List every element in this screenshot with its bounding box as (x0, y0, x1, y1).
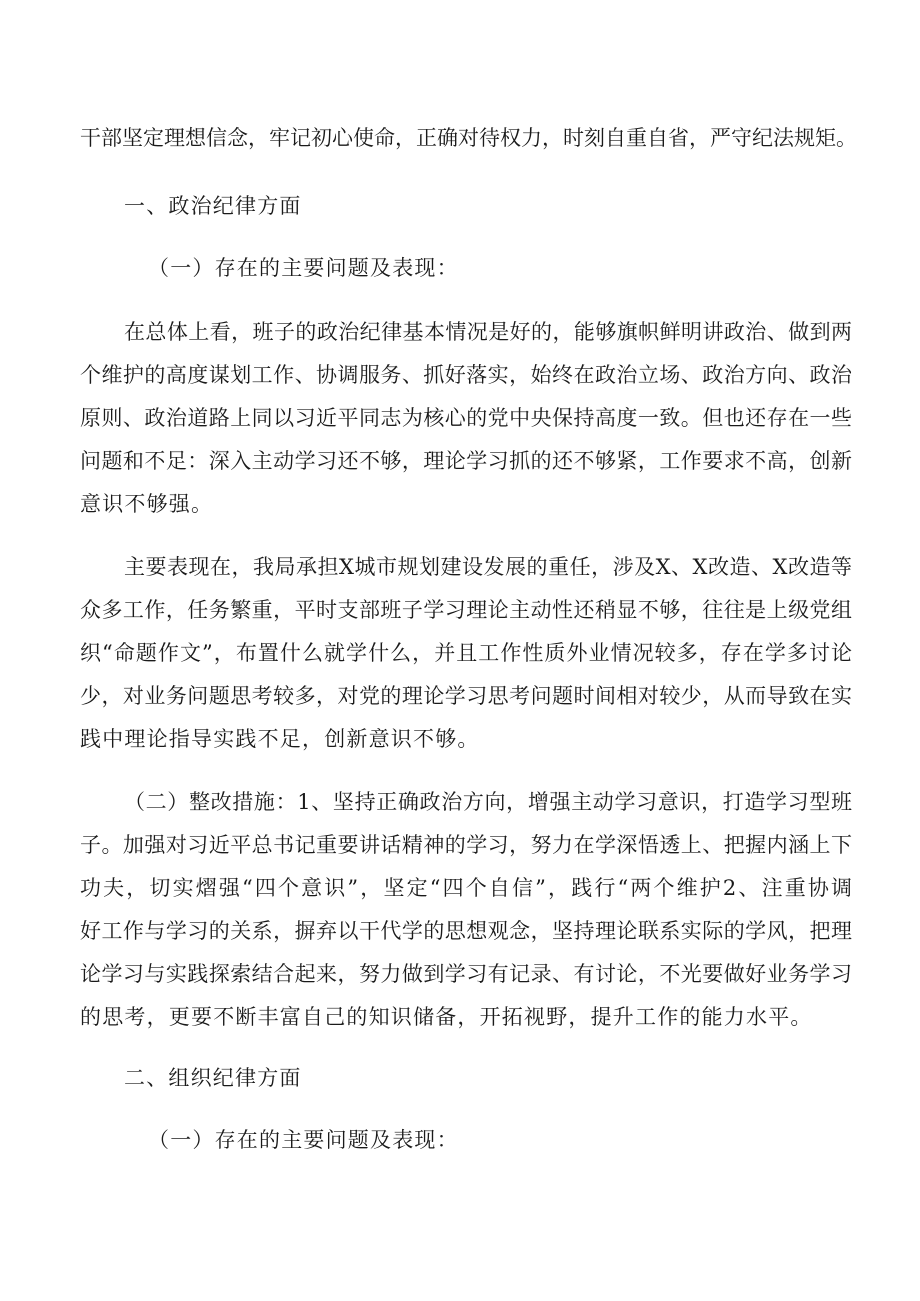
para2-line: 众多工作，任务繁重，平时支部班子学习理论主动性还稍显不够，往往是上级党组 (80, 598, 852, 622)
section1-sub1-heading: （一）存在的主要问题及表现： (148, 256, 459, 280)
section2-sub1-heading: （一）存在的主要问题及表现： (148, 1128, 459, 1152)
para2-line: 践中理论指导实践不足，创新意识不够。 (80, 727, 480, 751)
para3-line: 功夫，切实熠强“四个意识”，坚定“四个自信”，践行“两个维护2、注重协调 (80, 876, 852, 900)
para3-line: 论学习与实践探索结合起来，努力做到学习有记录、有讨论，不光要做好业务学习 (80, 962, 852, 986)
para2-line: 织“命题作文”，布置什么就学什么，并且工作性质外业情况较多，存在学多讨论 (80, 641, 852, 665)
para3-line: 的思考，更要不断丰富自己的知识储备，开拓视野，提升工作的能力水平。 (80, 1005, 813, 1029)
para3-line: （二）整改措施：1、坚持正确政治方向，增强主动学习意识，打造学习型班 (124, 790, 852, 814)
para1-line: 个维护的高度谋划工作、协调服务、抓好落实，始终在政治立场、政治方向、政治 (80, 363, 852, 387)
para3-line: 好工作与学习的关系，摒弃以干代学的思想观念，坚持理论联系实际的学风，把理 (80, 919, 852, 943)
section1-heading: 一、政治纪律方面 (124, 194, 302, 218)
para2-line: 主要表现在，我局承担X城市规划建设发展的重任，涉及X、X改造、X改造等 (124, 555, 852, 579)
para1-line: 意识不够强。 (80, 492, 214, 516)
para3-line: 子。加强对习近平总书记重要讲话精神的学习，努力在学深悟透上、把握内涵上下 (80, 833, 852, 857)
intro-line: 干部坚定理想信念，牢记初心使命，正确对待权力，时刻自重自省，严守纪法规矩。 (80, 126, 857, 150)
para1-line: 原则、政治道路上同以习近平同志为核心的党中央保持高度一致。但也还存在一些 (80, 406, 852, 430)
section2-heading: 二、组织纪律方面 (124, 1066, 302, 1090)
para1-line: 问题和不足：深入主动学习还不够，理论学习抓的还不够紧，工作要求不高，创新 (80, 449, 852, 473)
para1-line: 在总体上看，班子的政治纪律基本情况是好的，能够旗帜鲜明讲政治、做到两 (124, 320, 852, 344)
para2-line: 少，对业务问题思考较多，对党的理论学习思考问题时间相对较少，从而导致在实 (80, 684, 852, 708)
